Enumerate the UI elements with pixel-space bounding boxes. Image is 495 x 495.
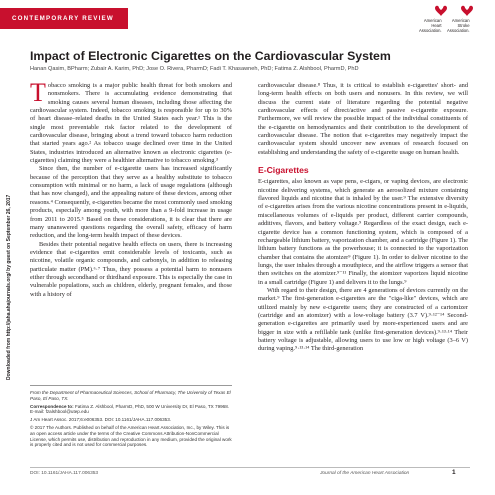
footer-doi: DOI: 10.1161/JAHA.117.006353 [30, 471, 99, 476]
citation-note: J Am Heart Assoc. 2017;6:e006353. DOI: 10.1161/JAHA.117.006353. [30, 417, 172, 423]
intro-paragraph: Tobacco smoking is a major public health threat for both smokers and nonsmokers. There is accumulating evidence demonstrating that smoking causes several human diseases, including those affecting the cardiovascular system. Indeed, tobacco smoking is responsible for up to 30% of heart disease–related deaths in the United States each year.¹ This is the single most preventable risk factor related to the development of cardiovascular disease, bringing about a trend toward tobacco harm reduction that started years ago.² As tobacco usage declined over time in the United States, industries introduced an alternative known as electronic cigarettes (e-cigarettes) claiming they were a healthier alternative to tobacco smoking.³ [30, 82, 232, 165]
aha-asa-logo [417, 4, 479, 44]
correspondence-note: Correspondence to: Fatima Z. Alshbool, PharmD, PhD, 500 W University Dr, El Paso, TX 79968. E-mail: fzalshbool@utep.edu [30, 403, 230, 415]
asa-wordmark: American Stroke Association. [447, 18, 470, 33]
footnotes [30, 390, 232, 450]
affiliation-note: From the Department of Pharmaceutical Sciences, School of Pharmacy, The University of Texas El Paso, El Paso, TX. [30, 390, 231, 401]
body-paragraph: E-cigarettes, also known as vape pens, e-cigars, or vaping devices, are electronic nicotine delivering systems, which generate an aerosolized mixture containing flavored liquids and nicotine that is inhaled by the user.⁹ The extensive diversity of e-cigarettes arises from the various nicotine concentrations present in e-liquids, miscellaneous volumes of e-liquids per product, different carrier compounds, additives, flavors, and battery voltage.⁹ Regardless of the exact design, each e-cigarette device has a common functioning system, which is composed of a rechargeable lithium battery, vaporization chamber, and a cartridge (Figure 1). The lithium battery functions as the powerhouse; it is connected to the vaporization chamber that contains the atomizer⁹ (Figure 1). In order to deliver nicotine to the lungs, the user inhales through a mouthpiece, and the airflow triggers a sensor that then switches on the atomizer.⁹⁻¹¹ Finally, the atomizer vaporizes liquid nicotine in a small cartridge (Figure 1) and delivers it to the lungs.⁹ [258, 178, 468, 286]
footer-journal: Journal of the American Heart Association [320, 471, 410, 476]
footnote-divider [30, 385, 232, 386]
category-banner: CONTEMPORARY REVIEW [0, 8, 128, 29]
download-watermark: Downloaded from http://jaha.ahajournals.org/ by guest on September 26, 2017 [6, 194, 12, 380]
page-number: 1 [452, 469, 456, 476]
right-column [258, 82, 468, 465]
body-paragraph: cardiovascular disease.⁸ Thus, it is critical to establish e-cigarettes' short- and long-term health effects on both users and nonusers. In this review, we will discuss the current state of literature regarding the potential negative cardiovascular effects of direct/active and passive e-cigarette exposure. Furthermore, we will review the possible impact of the individual constituents of the e-cigarette on hemodynamics and their contribution to the development of cardiovascular disease. The notion that e-cigarettes may negatively impact the cardiovascular system should uncover new avenues of research focused on establishing and understanding the safety of e-cigarette usage on human health. [258, 82, 468, 156]
body-paragraph: With regard to their design, there are 4 generations of devices currently on the market.⁹ The first-generation e-cigarettes are the "ciga-like" devices, which are utilized mainly by new e-cigarette users; they are constructed of a cartomizer (cartridge and an atomizer) with a low-voltage battery (3.7 V).⁹·¹²⁻¹⁴ Second-generation e-cigarettes are primarily used by more-experienced users and are bigger in size with a refillable tank (unlike first-generation devices).⁹·¹³·¹⁴ Their battery voltage is adjustable, allowing users to use low or high voltage (3–6 V) during vaping.⁹·¹³·¹⁴ The third-generation [258, 286, 468, 353]
section-heading: E-Cigarettes [258, 165, 309, 176]
dropcap-letter: T [30, 82, 46, 107]
aha-wordmark: American Heart Association. [419, 18, 442, 33]
body-paragraph: Besides their potential negative health effects on users, there is increasing evidence that e-cigarettes emit considerable levels of toxicants, such as nicotine, volatile organic compounds, and carbonyls, in addition to releasing particulate matter (PM).⁶·⁷ Thus, they possess a potential harm to nonusers either through secondhand or thirdhand exposure. This is especially the case in vulnerable populations, such as children, elderly, pregnant females, and those with a history of [30, 240, 232, 298]
body-paragraph: Since then, the number of e-cigarette users has increased significantly because of the perception that they serve as a healthy substitute to tobacco consumption with minimal or no harm, a lack of usage regulations (although that has now changed), and the appealing nature of these devices, among other reasons.⁴ Consequently, e-cigarettes became the most commonly used smoking products, especially among youth, with more than a 9-fold increase in usage from 2011 to 2015.⁵ Based on these considerations, it is clear that there are many unanswered questions regarding the overall safety, efficacy of harm reduction, and the long-term health impact of these devices. [30, 165, 232, 240]
left-column [30, 82, 232, 382]
license-note: © 2017 The Authors. Published on behalf of the American Heart Association, Inc., by Wiley. This is an open access article under the terms of the Creative Commons Attribution-NonCommercial License, which permits use, distribution and reproduction in any medium, provided the original work is properly cited and is not used for commercial purposes. [30, 425, 232, 448]
article-title: Impact of Electronic Cigarettes on the Cardiovascular System [30, 49, 391, 63]
author-list: Hanan Qasim, BPharm; Zubair A. Karim, PhD; Jose O. Rivera, PharmD; Fadi T. Khasawneh, PhD; Fatima Z. Alshbool, PharmD, PhD [30, 66, 359, 72]
footer-divider [30, 467, 470, 468]
